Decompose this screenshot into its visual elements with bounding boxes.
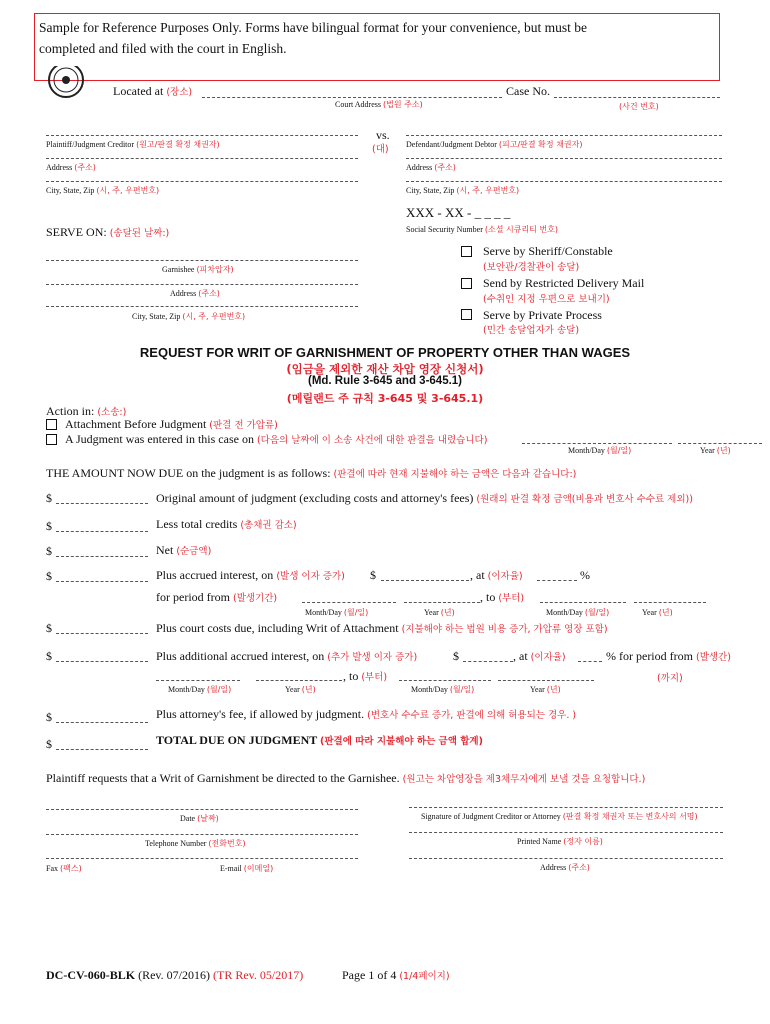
dollar-sign: $ <box>370 568 376 582</box>
located-at-label: Located at (장소) <box>113 84 193 98</box>
translation-revision: (TR Rev. 05/2017) <box>213 968 304 982</box>
percent-sign: % <box>580 568 590 582</box>
judgment-year-caption: Year (년) <box>700 446 731 455</box>
attorney-fee-field[interactable] <box>56 722 148 723</box>
email-caption: E-mail (이메일) <box>220 864 274 873</box>
form-title-korean: (임금을 제외한 재산 차압 영장 신청서) <box>286 362 484 376</box>
dollar-sign: $ <box>46 491 52 505</box>
additional-from-year-caption: Year (년) <box>285 685 316 694</box>
sample-notice-box <box>34 13 720 81</box>
dollar-sign: $ <box>453 649 459 663</box>
defendant-field[interactable] <box>406 135 722 136</box>
period-to-month-day-caption: Month/Day (월/일) <box>546 608 610 617</box>
form-number: DC-CV-060-BLK <box>46 968 136 982</box>
judgment-year-field[interactable] <box>678 443 762 444</box>
defendant-address-caption: Address (주소) <box>406 163 456 172</box>
court-costs-label: Plus court costs due, including Writ of Attachment (지불해야 하는 법원 비용 증가, 가압류 영장 포함) <box>156 621 608 635</box>
request-statement: Plaintiff requests that a Writ of Garnishment be directed to the Garnishee. (원고는 차압영장을 제3채무자에게 보낼 것을 요청합니다.) <box>46 771 646 785</box>
at-rate-label: , at (이자율) <box>470 568 523 582</box>
action-in-label: Action in: (소송:) <box>46 404 127 418</box>
case-number-caption: (사건 번호) <box>619 102 659 111</box>
restricted-mail-option-label: Send by Restricted Delivery Mail <box>483 276 645 290</box>
less-credits-field[interactable] <box>56 531 148 532</box>
additional-period-label: % for period from (발생간) <box>606 649 731 663</box>
sheriff-option-label: Serve by Sheriff/Constable <box>483 244 613 258</box>
restricted-mail-checkbox[interactable] <box>461 278 472 289</box>
judgment-month-day-field[interactable] <box>522 443 672 444</box>
original-amount-field[interactable] <box>56 503 148 504</box>
accrued-interest-field[interactable] <box>56 581 148 582</box>
less-credits-label: Less total credits (총채권 감소) <box>156 517 297 531</box>
court-seal-icon <box>46 66 86 106</box>
court-location-field[interactable] <box>202 97 502 98</box>
restricted-mail-option-korean: (수취인 지정 우편으로 보내기) <box>483 294 610 305</box>
period-from-month-day-caption: Month/Day (월/일) <box>305 608 369 617</box>
dollar-sign: $ <box>46 569 52 583</box>
fax-email-field[interactable] <box>46 858 358 859</box>
plaintiff-city-field[interactable] <box>46 181 358 182</box>
period-from-year-caption: Year (년) <box>424 608 455 617</box>
court-costs-field[interactable] <box>56 633 148 634</box>
defendant-city-caption: City, State, Zip (시, 주, 우편번호) <box>406 186 520 195</box>
vs-korean: (대) <box>372 144 389 155</box>
dollar-sign: $ <box>46 544 52 558</box>
sheriff-checkbox[interactable] <box>461 246 472 257</box>
signer-address-field[interactable] <box>409 858 723 859</box>
judgment-entered-label: A Judgment was entered in this case on (다음의 날짜에 이 소송 사건에 대한 판결을 내렸습니다) <box>65 432 488 446</box>
additional-to-label: , to (부터) <box>343 669 388 683</box>
private-process-option-korean: (민간 송달업자가 송달) <box>483 325 580 336</box>
net-label: Net (순금액) <box>156 543 212 557</box>
judgment-entered-checkbox[interactable] <box>46 434 57 445</box>
total-due-label: TOTAL DUE ON JUDGMENT (판결에 따라 지불해야 하는 금액 합계) <box>156 733 483 747</box>
garnishee-city-caption: City, State, Zip (시, 주, 우편번호) <box>132 312 246 321</box>
additional-to-year-caption: Year (년) <box>530 685 561 694</box>
defendant-city-field[interactable] <box>406 181 722 182</box>
accrued-interest-label: Plus accrued interest, on (발생 이자 증가) <box>156 568 345 582</box>
attorney-fee-label: Plus attorney's fee, if allowed by judgment. (변호사 수수료 증가, 판결에 의해 허용되는 경우. ) <box>156 707 577 721</box>
plaintiff-address-field[interactable] <box>46 158 358 159</box>
additional-interest-label: Plus additional accrued interest, on (추가 발생 이자 증가) <box>156 649 418 663</box>
garnishee-address-field[interactable] <box>46 284 358 285</box>
dollar-sign: $ <box>46 649 52 663</box>
garnishee-address-caption: Address (주소) <box>170 289 220 298</box>
additional-rate-field[interactable] <box>578 661 602 662</box>
form-revision: (Rev. 07/2016) <box>138 968 210 982</box>
additional-rate-label: , at (이자율) <box>513 649 566 663</box>
serve-on-label: SERVE ON: (송달된 날짜:) <box>46 225 170 239</box>
plaintiff-city-caption: City, State, Zip (시, 주, 우편번호) <box>46 186 160 195</box>
dollar-sign: $ <box>46 519 52 533</box>
plaintiff-address-caption: Address (주소) <box>46 163 96 172</box>
dollar-sign: $ <box>46 621 52 635</box>
form-footer <box>46 968 303 983</box>
period-from-label: for period from (발생기간) <box>156 590 278 604</box>
total-due-field[interactable] <box>56 749 148 750</box>
case-number-field[interactable] <box>554 97 720 98</box>
fax-caption: Fax (팩스) <box>46 864 82 873</box>
vs-label: vs. <box>376 128 390 142</box>
additional-interest-field[interactable] <box>56 661 148 662</box>
period-from-year-field[interactable] <box>404 602 480 603</box>
ssn-caption: Social Security Number (소셜 시큐리티 번호) <box>406 225 559 234</box>
judgment-month-day-caption: Month/Day (월/일) <box>568 446 632 455</box>
form-rule: (Md. Rule 3-645 and 3-645.1) <box>307 375 463 387</box>
form-rule-korean: (메릴랜드 주 규칙 3-645 및 3-645.1) <box>286 392 484 405</box>
notice-line-2: completed and filed with the court in English. <box>39 41 287 56</box>
date-field[interactable] <box>46 809 358 810</box>
period-to-year-caption: Year (년) <box>642 608 673 617</box>
period-to-year-field[interactable] <box>634 602 706 603</box>
to-label: , to (부터) <box>480 590 525 604</box>
telephone-caption: Telephone Number (전화번호) <box>145 839 246 848</box>
private-process-option-label: Serve by Private Process <box>483 308 602 322</box>
garnishee-city-field[interactable] <box>46 306 358 307</box>
additional-from-year-field[interactable] <box>256 680 342 681</box>
additional-to-month-day-caption: Month/Day (월/일) <box>411 685 475 694</box>
telephone-field[interactable] <box>46 834 358 835</box>
case-no-label: Case No. <box>506 84 550 98</box>
interest-rate-field[interactable] <box>537 580 577 581</box>
printed-name-caption: Printed Name (정자 이름) <box>517 837 603 846</box>
private-process-checkbox[interactable] <box>461 309 472 320</box>
dollar-sign: $ <box>46 737 52 751</box>
garnishee-field[interactable] <box>46 260 358 261</box>
attachment-before-judgment-checkbox[interactable] <box>46 419 57 430</box>
page-number: Page 1 of 4 (1/4페이지) <box>342 968 450 982</box>
additional-from-month-day-field[interactable] <box>156 680 240 681</box>
amount-due-intro: THE AMOUNT NOW DUE on the judgment is as follows: (판결에 따라 현재 지불해야 하는 금액은 다음과 같습니다:) <box>46 466 577 480</box>
signature-caption: Signature of Judgment Creditor or Attorney (판결 확정 채권자 또는 변호사의 서명) <box>421 812 698 821</box>
original-amount-label: Original amount of judgment (excluding costs and attorney's fees) (원래의 판결 확정 금액(비용과 변호사 수수료 제외)) <box>156 491 693 505</box>
plaintiff-field[interactable] <box>46 135 358 136</box>
ssn-field[interactable]: XXX - XX - _ _ _ _ <box>406 205 511 220</box>
form-title: REQUEST FOR WRIT OF GARNISHMENT OF PROPERTY OTHER THAN WAGES <box>139 345 631 360</box>
additional-interest-on-field[interactable] <box>463 661 513 662</box>
net-field[interactable] <box>56 556 148 557</box>
dollar-sign: $ <box>46 710 52 724</box>
additional-to-year-field[interactable] <box>498 680 594 681</box>
period-from-month-day-field[interactable] <box>302 602 396 603</box>
date-caption: Date (날짜) <box>180 814 219 823</box>
additional-to-month-day-field[interactable] <box>399 680 491 681</box>
additional-from-month-day-caption: Month/Day (월/일) <box>168 685 232 694</box>
defendant-address-field[interactable] <box>406 158 722 159</box>
plaintiff-caption: Plaintiff/Judgment Creditor (원고/판결 확정 채권자) <box>46 140 220 149</box>
garnishee-caption: Garnishee (피차압자) <box>162 265 234 274</box>
notice-line-1: Sample for Reference Purposes Only. Forms have bilingual format for your convenience, but must be <box>39 20 587 35</box>
period-to-month-day-field[interactable] <box>540 602 626 603</box>
signature-field[interactable] <box>409 807 723 808</box>
court-address-caption: Court Address (법원 주소) <box>335 100 423 109</box>
defendant-caption: Defendant/Judgment Debtor (피고/판결 확정 채권자) <box>406 140 583 149</box>
printed-name-field[interactable] <box>409 832 723 833</box>
attachment-before-judgment-label: Attachment Before Judgment (판결 전 가압류) <box>65 417 278 431</box>
interest-on-amount-field[interactable] <box>381 580 469 581</box>
until-korean: (까지) <box>657 673 683 684</box>
sheriff-option-korean: (보안관/경찰관이 송달) <box>483 262 580 273</box>
signer-address-caption: Address (주소) <box>540 863 590 872</box>
